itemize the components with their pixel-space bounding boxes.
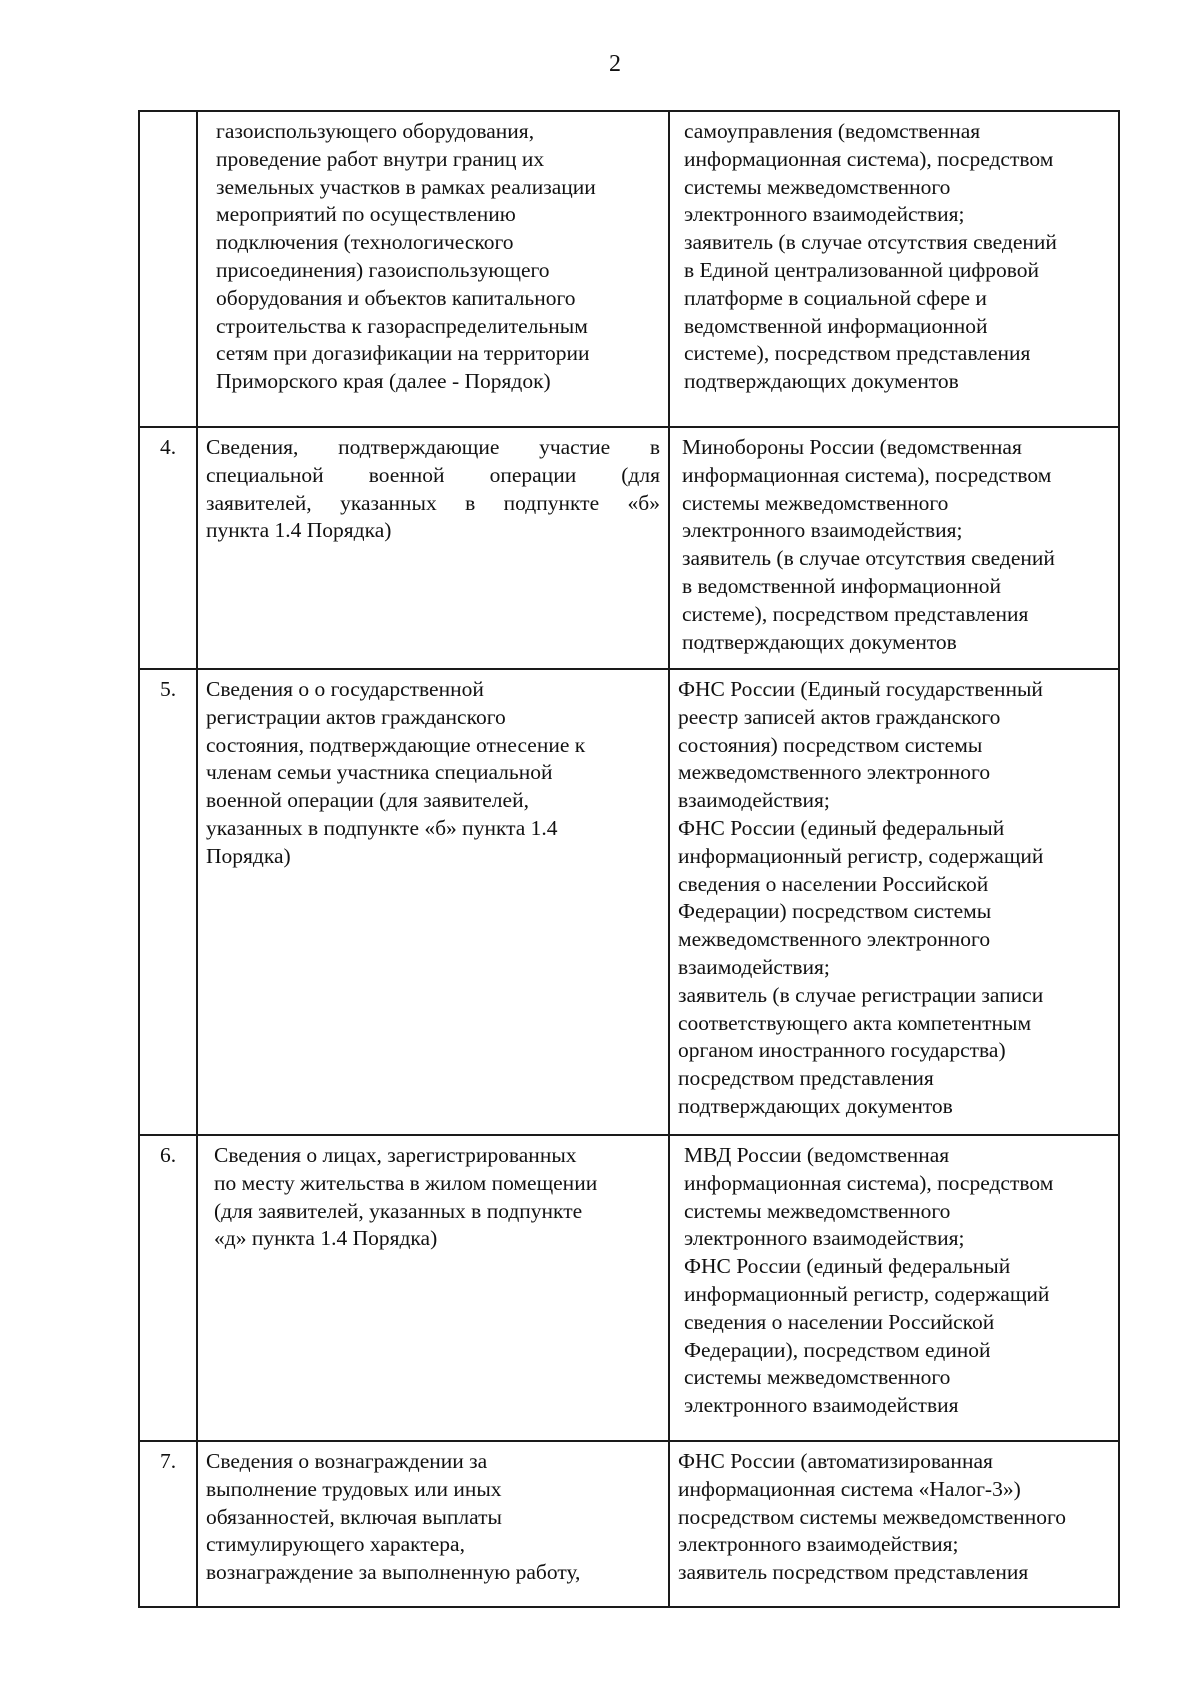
text-line: регистрации актов гражданского: [206, 704, 506, 729]
info-cell: [197, 669, 669, 1135]
text-line: военной операции (для заявителей,: [206, 788, 529, 813]
word: подпункте: [503, 490, 600, 515]
source-cell: [669, 1135, 1119, 1441]
source-cell: [669, 427, 1119, 669]
text-line: заявитель посредством представления: [678, 1560, 1029, 1585]
text-line: Порядка): [206, 843, 291, 868]
text-line: системе), посредством представления: [682, 601, 1029, 626]
row-number-cell: [139, 111, 197, 427]
text-line: межведомственного электронного: [678, 760, 991, 785]
text-line: присоединения) газоиспользующего: [216, 257, 550, 282]
justified-text-line: [206, 434, 660, 462]
text-line: взаимодействия;: [678, 954, 830, 979]
text-line: подтверждающих документов: [684, 369, 959, 394]
text-line: оборудования и объектов капитального: [216, 285, 576, 310]
text-line: реестр записей актов гражданского: [678, 704, 1001, 729]
text-line: сведения о населении Российской: [678, 871, 989, 896]
word: военной: [368, 462, 445, 487]
text-line: информационная система), посредством: [682, 462, 1052, 487]
table-row: [139, 669, 1119, 1135]
row-number-cell: 6.: [139, 1135, 197, 1441]
text-line: (для заявителей, указанных в подпункте: [214, 1198, 583, 1223]
word: заявителей,: [206, 490, 312, 515]
text-line: мероприятий по осуществлению: [216, 202, 516, 227]
word: специальной: [206, 462, 324, 487]
text-line: вознаграждение за выполненную работу,: [206, 1560, 581, 1585]
text-line: посредством системы межведомственного: [678, 1504, 1066, 1529]
source-cell: [669, 1441, 1119, 1607]
text-line: сведения о населении Российской: [684, 1309, 995, 1334]
info-cell: [197, 1441, 669, 1607]
text-line: системы межведомственного: [684, 174, 951, 199]
text-line: Минобороны России (ведомственная: [682, 435, 1022, 459]
text-line: Федерации), посредством единой: [684, 1337, 991, 1362]
text-line: ФНС России (Единый государственный: [678, 677, 1043, 701]
text-line: состояния, подтверждающие отнесение к: [206, 732, 586, 757]
text-line: пункта 1.4 Порядка): [206, 518, 392, 543]
text-line: системы межведомственного: [684, 1365, 951, 1390]
text-line: стимулирующего характера,: [206, 1532, 465, 1557]
text-line: Сведения о вознаграждении за: [206, 1449, 488, 1473]
text-line: Приморского края (далее - Порядок): [216, 369, 551, 394]
document-table: [138, 110, 1120, 1608]
text-line: ведомственной информационной: [684, 313, 988, 338]
text-line: ФНС России (единый федеральный: [678, 815, 1005, 840]
word: в: [649, 435, 660, 459]
word: операции: [489, 462, 577, 487]
text-line: сетям при догазификации на территории: [216, 341, 590, 366]
text-line: электронного взаимодействия;: [682, 518, 963, 543]
text-line: подтверждающих документов: [682, 629, 957, 654]
text-line: выполнение трудовых или иных: [206, 1476, 502, 1501]
table-row: [139, 111, 1119, 427]
text-line: «д» пункта 1.4 Порядка): [214, 1226, 438, 1251]
text-line: системы межведомственного: [684, 1198, 951, 1223]
text-line: системе), посредством представления: [684, 341, 1031, 366]
text-line: межведомственного электронного: [678, 927, 991, 952]
text-line: заявитель (в случае отсутствия сведений: [684, 230, 1057, 255]
text-line: самоуправления (ведомственная: [684, 119, 981, 143]
text-line: подключения (технологического: [216, 230, 514, 255]
text-line: строительства к газораспределительным: [216, 313, 588, 338]
row-number-cell: 5.: [139, 669, 197, 1135]
text-line: подтверждающих документов: [678, 1093, 953, 1118]
info-cell: [197, 427, 669, 669]
text-line: электронного взаимодействия;: [684, 1226, 965, 1251]
text-line: проведение работ внутри границ их: [216, 146, 545, 171]
table-row: [139, 427, 1119, 669]
text-line: ФНС России (единый федеральный: [684, 1254, 1011, 1279]
text-line: МВД России (ведомственная: [684, 1143, 950, 1167]
word: (для: [621, 462, 660, 487]
text-line: информационный регистр, содержащий: [684, 1281, 1050, 1306]
text-line: в Единой централизованной цифровой: [684, 257, 1040, 282]
text-line: информационная система), посредством: [684, 1170, 1054, 1195]
text-line: электронного взаимодействия;: [684, 202, 965, 227]
text-line: Сведения о лицах, зарегистрированных: [214, 1143, 577, 1167]
text-line: посредством представления: [678, 1066, 934, 1091]
text-line: информационный регистр, содержащий: [678, 843, 1044, 868]
info-cell: [197, 1135, 669, 1441]
row-number-cell: 7.: [139, 1441, 197, 1607]
text-line: заявитель (в случае регистрации записи: [678, 982, 1044, 1007]
word: участие: [539, 435, 611, 459]
justified-text-line: [206, 462, 660, 490]
text-line: по месту жительства в жилом помещении: [214, 1170, 598, 1195]
table-row: [139, 1135, 1119, 1441]
text-line: газоиспользующего оборудования,: [216, 119, 535, 143]
text-line: информационная система), посредством: [684, 146, 1054, 171]
text-line: электронного взаимодействия;: [678, 1532, 959, 1557]
word: в: [465, 490, 476, 515]
justified-text-line: [206, 490, 660, 518]
source-cell: [669, 111, 1119, 427]
text-line: обязанностей, включая выплаты: [206, 1504, 502, 1529]
row-number-cell: 4.: [139, 427, 197, 669]
text-line: системы межведомственного: [682, 490, 949, 515]
word: указанных: [340, 490, 437, 515]
text-line: Федерации) посредством системы: [678, 899, 992, 924]
word: «б»: [627, 490, 660, 515]
text-line: земельных участков в рамках реализации: [216, 174, 596, 199]
text-line: заявитель (в случае отсутствия сведений: [682, 546, 1055, 571]
table-row: [139, 1441, 1119, 1607]
word: Сведения,: [206, 435, 299, 459]
page-number: 2: [609, 51, 621, 77]
text-line: ФНС России (автоматизированная: [678, 1449, 993, 1473]
text-line: соответствующего акта компетентным: [678, 1010, 1032, 1035]
text-line: информационная система «Налог-3»): [678, 1476, 1021, 1501]
text-line: указанных в подпункте «б» пункта 1.4: [206, 815, 558, 840]
text-line: электронного взаимодействия: [684, 1393, 959, 1418]
text-line: органом иностранного государства): [678, 1038, 1006, 1063]
word: подтверждающие: [338, 435, 500, 459]
source-cell: [669, 669, 1119, 1135]
text-line: в ведомственной информационной: [682, 573, 1001, 598]
text-line: состояния) посредством системы: [678, 732, 983, 757]
text-line: взаимодействия;: [678, 788, 830, 813]
text-line: Сведения о о государственной: [206, 677, 484, 701]
text-line: членам семьи участника специальной: [206, 760, 553, 785]
info-cell: [197, 111, 669, 427]
text-line: платформе в социальной сфере и: [684, 285, 987, 310]
